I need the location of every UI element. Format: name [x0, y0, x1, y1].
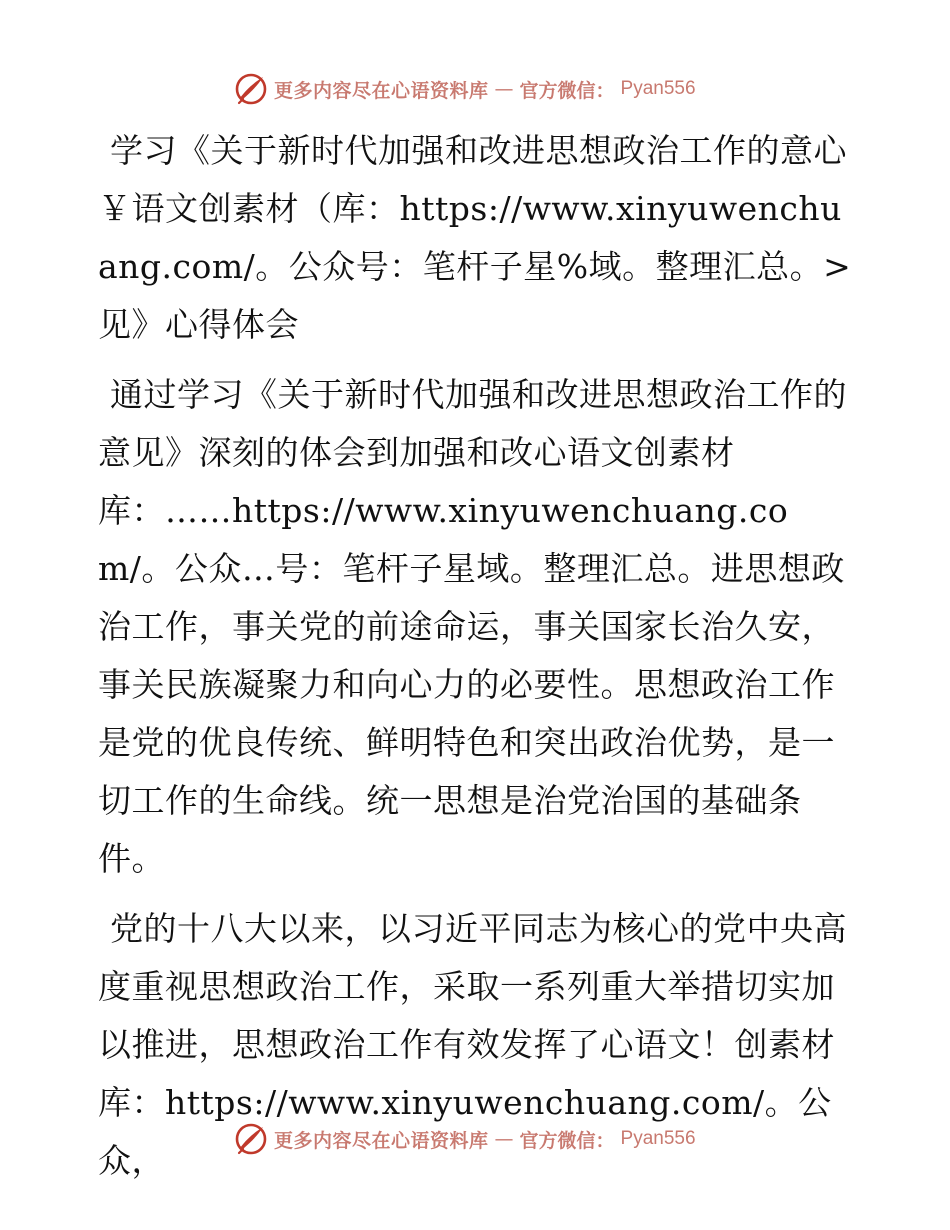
quill-pen-logo-icon [234, 1122, 268, 1156]
paragraph-body: 党的十八大以来，以习近平同志为核心的党中央高度重视思想政治工作，采取一系列重大举措切实加以推进，思想政治工作有效发挥了心语文！创素材库：https://www.xinyuwenchuang.com/。公众， [98, 909, 847, 1180]
banner-wechat-id: Pyan556 [620, 1128, 696, 1149]
banner-dash: — [494, 1128, 514, 1150]
quill-pen-logo-icon [234, 72, 268, 106]
banner-wechat-id: Pyan556 [620, 78, 696, 99]
banner-slogan: 更多内容尽在心语资料库 [274, 79, 489, 102]
banner-dash: — [494, 78, 514, 100]
header-banner [234, 72, 696, 106]
banner-wechat-label: 官方微信： [519, 79, 615, 102]
footer-banner [234, 1122, 696, 1156]
document-body [98, 122, 858, 1202]
banner-wechat-label: 官方微信： [519, 1129, 615, 1152]
paragraph-body: 通过学习《关于新时代加强和改进思想政治工作的意见》深刻的体会到加强和改心语文创素材库：……https://www.xinyuwenchuang.com/。公众…号：笔杆子星域。整理汇总。进思想政治工作，事关党的前途命运，事关国家长治久安，事关民族凝聚力和向心力的必要性。思想政治工作是党的优良传统、鲜明特色和突出政治优势，是一切工作的生命线。统一思想是治党治国的基础条件。 [98, 375, 847, 878]
banner-slogan: 更多内容尽在心语资料库 [274, 1129, 489, 1152]
paragraph-title: 学习《关于新时代加强和改进思想政治工作的意心￥语文创素材（库：https://www.xinyuwenchuang.com/。公众号：笔杆子星%域。整理汇总。>见》心得体会 [98, 131, 852, 344]
